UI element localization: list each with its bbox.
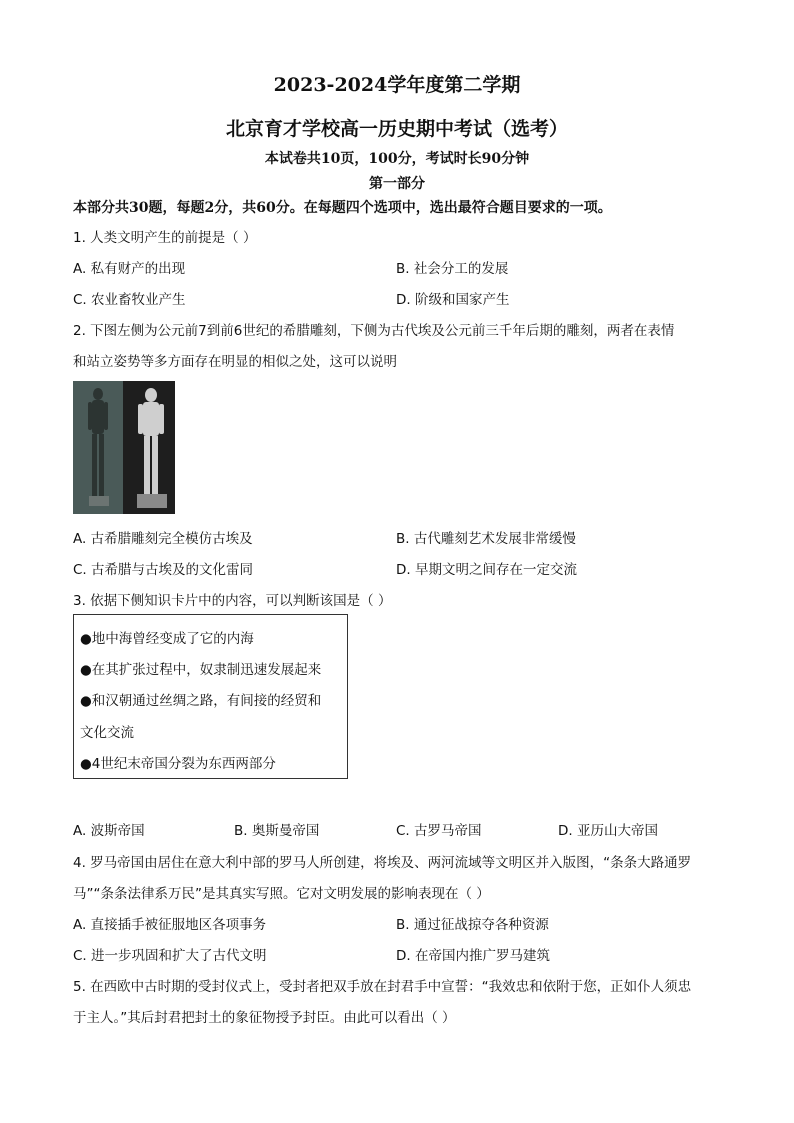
question-4-option-b: B. 通过征战掠夺各种资源 [396,917,549,933]
exam-title-line1: 2023-2024学年度第二学期 [273,74,521,96]
question-3-option-d: D. 亚历山大帝国 [558,823,658,839]
question-1-option-b: B. 社会分工的发展 [396,261,509,277]
question-2-stem-line2: 和站立姿势等多方面存在明显的相似之处，这可以说明 [73,354,397,370]
question-2-stem-line1: 2. 下图左侧为公元前7到前6世纪的希腊雕刻，下侧为古代埃及公元前三千年后期的雕刻，两者在表情 [73,323,675,339]
knowledge-card-item-1: ●地中海曾经变成了它的内海 [80,631,254,647]
question-4-option-c: C. 进一步巩固和扩大了古代文明 [73,948,267,964]
question-3-option-b: B. 奥斯曼帝国 [234,823,320,839]
section-instructions: 本部分共30题，每题2分，共60分。在每题四个选项中，选出最符合题目要求的一项。 [73,200,612,216]
question-2-option-b: B. 古代雕刻艺术发展非常缓慢 [396,531,576,547]
question-3-stem: 3. 依据下侧知识卡片中的内容，可以判断该国是（ ） [73,593,392,609]
question-1-stem: 1. 人类文明产生的前提是（ ） [73,230,257,246]
question-5-stem-line1: 5. 在西欧中古时期的受封仪式上，受封者把双手放在封君手中宣誓：“我效忠和依附于您，正如仆人须忠 [73,979,692,995]
question-1-option-c: C. 农业畜牧业产生 [73,292,186,308]
question-3-option-a: A. 波斯帝国 [73,823,145,839]
knowledge-card-item-3: ●和汉朝通过丝绸之路，有间接的经贸和 [80,693,322,709]
question-4-stem-line1: 4. 罗马帝国由居住在意大利中部的罗马人所创建，将埃及、两河流域等文明区并入版图，“条条大路通罗 [73,855,692,871]
question-3-option-c: C. 古罗马帝国 [396,823,482,839]
exam-info: 本试卷共10页，100分，考试时长90分钟 [264,151,530,167]
question-4-option-d: D. 在帝国内推广罗马建筑 [396,948,550,964]
statues-image [73,381,175,514]
question-2-option-a: A. 古希腊雕刻完全模仿古埃及 [73,531,253,547]
question-5-stem-line2: 于主人。”其后封君把封土的象征物授予封臣。由此可以看出（ ） [73,1010,456,1026]
knowledge-card-item-4: ●4世纪末帝国分裂为东西两部分 [80,756,276,772]
question-1-option-d: D. 阶级和国家产生 [396,292,510,308]
question-1-option-a: A. 私有财产的出现 [73,261,186,277]
part-heading: 第一部分 [369,176,425,192]
exam-title-line2: 北京育才学校高一历史期中考试（选考） [225,118,568,140]
question-4-option-a: A. 直接插手被征服地区各项事务 [73,917,267,933]
knowledge-card-item-3-cont: 文化交流 [80,725,134,741]
question-2-option-c: C. 古希腊与古埃及的文化雷同 [73,562,254,578]
knowledge-card-item-2: ●在其扩张过程中，奴隶制迅速发展起来 [80,662,322,678]
question-4-stem-line2: 马”“条条法律系万民”是其真实写照。它对文明发展的影响表现在（ ） [73,886,490,902]
question-2-option-d: D. 早期文明之间存在一定交流 [396,562,577,578]
